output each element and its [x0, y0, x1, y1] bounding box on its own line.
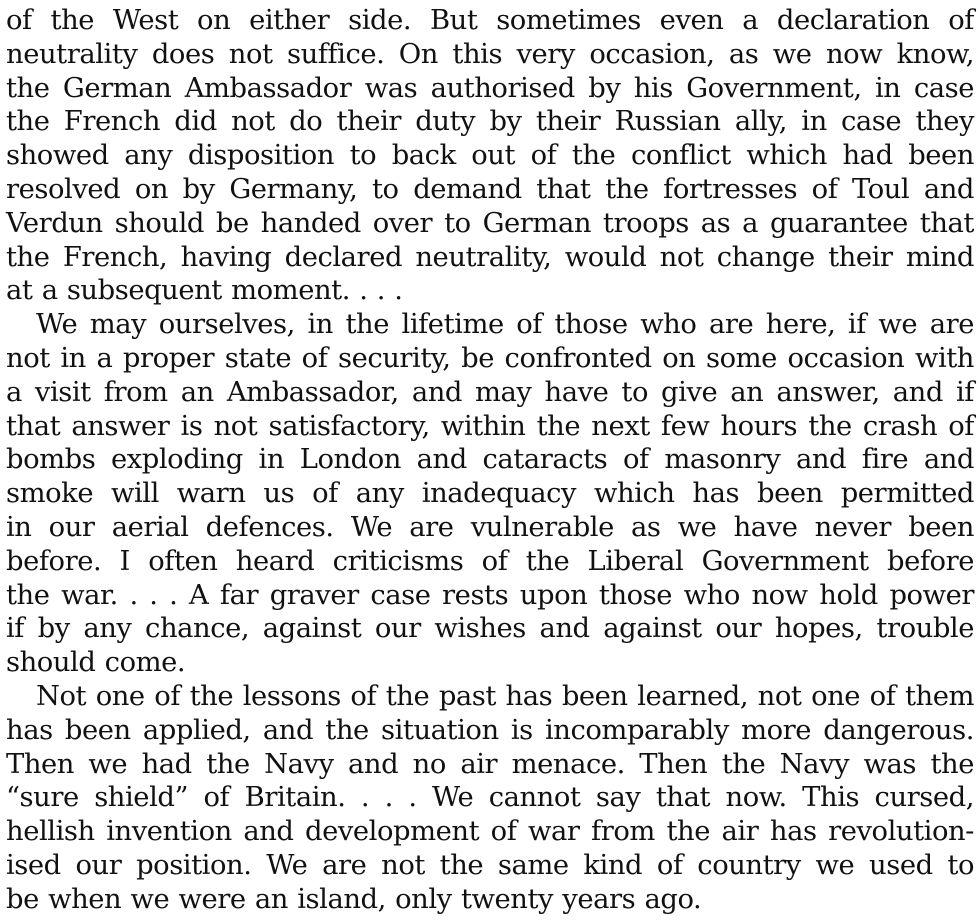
text-line: before. I often heard criticisms of the Liberal Government before [6, 545, 974, 577]
text-line: Not one of the lessons of the past has been learned, not one of them [36, 680, 974, 712]
text-line: ised our position. We are not the same kind of country we used to [6, 849, 974, 881]
text-line: resolved on by Germany, to demand that the fortresses of Toul and [6, 173, 974, 205]
text-line: Verdun should be handed over to German troops as a guarantee that [6, 207, 974, 239]
text-line: that answer is not satisfactory, within the next few hours the crash of [6, 410, 974, 442]
text-line: smoke will warn us of any inadequacy which has been permitted [6, 478, 974, 510]
paragraph [6, 4, 974, 308]
text-line: “sure shield” of Britain. . . . We cannot say that now. This cursed, [6, 782, 974, 814]
text-line: the French, having declared neutrality, would not change their mind [6, 241, 974, 273]
text-line: has been applied, and the situation is incomparably more dangerous. [6, 714, 974, 746]
text-line: hellish invention and development of war from the air has revolution- [6, 816, 974, 848]
text-line: of the West on either side. But sometimes even a declaration of [6, 5, 974, 36]
text-line: the French did not do their duty by their Russian ally, in case they [6, 106, 974, 138]
text-line: in our aerial defences. We are vulnerable as we have never been [6, 511, 974, 543]
text-line: should come. [6, 647, 186, 679]
text-line: not in a proper state of security, be confronted on some occasion with [6, 342, 974, 374]
text-line: at a subsequent moment. . . . [6, 275, 403, 307]
paragraph [6, 680, 974, 917]
paragraph [6, 308, 974, 680]
text-line: if by any chance, against our wishes and against our hopes, trouble [6, 613, 974, 645]
text-line: bombs exploding in London and cataracts of masonry and fire and [6, 444, 974, 476]
text-line: the German Ambassador was authorised by his Government, in case [6, 72, 974, 104]
text-line: Then we had the Navy and no air menace. Then the Navy was the [6, 748, 974, 780]
text-line: We may ourselves, in the lifetime of those who are here, if we are [36, 309, 974, 341]
document-page [6, 4, 974, 917]
text-line: showed any disposition to back out of the conflict which had been [6, 140, 974, 172]
text-line: a visit from an Ambassador, and may have to give an answer, and if [6, 376, 974, 408]
text-line: be when we were an island, only twenty years ago. [6, 883, 702, 915]
text-line: neutrality does not suffice. On this very occasion, as we now know, [6, 38, 974, 70]
text-line: the war. . . . A far graver case rests upon those who now hold power [6, 579, 974, 611]
